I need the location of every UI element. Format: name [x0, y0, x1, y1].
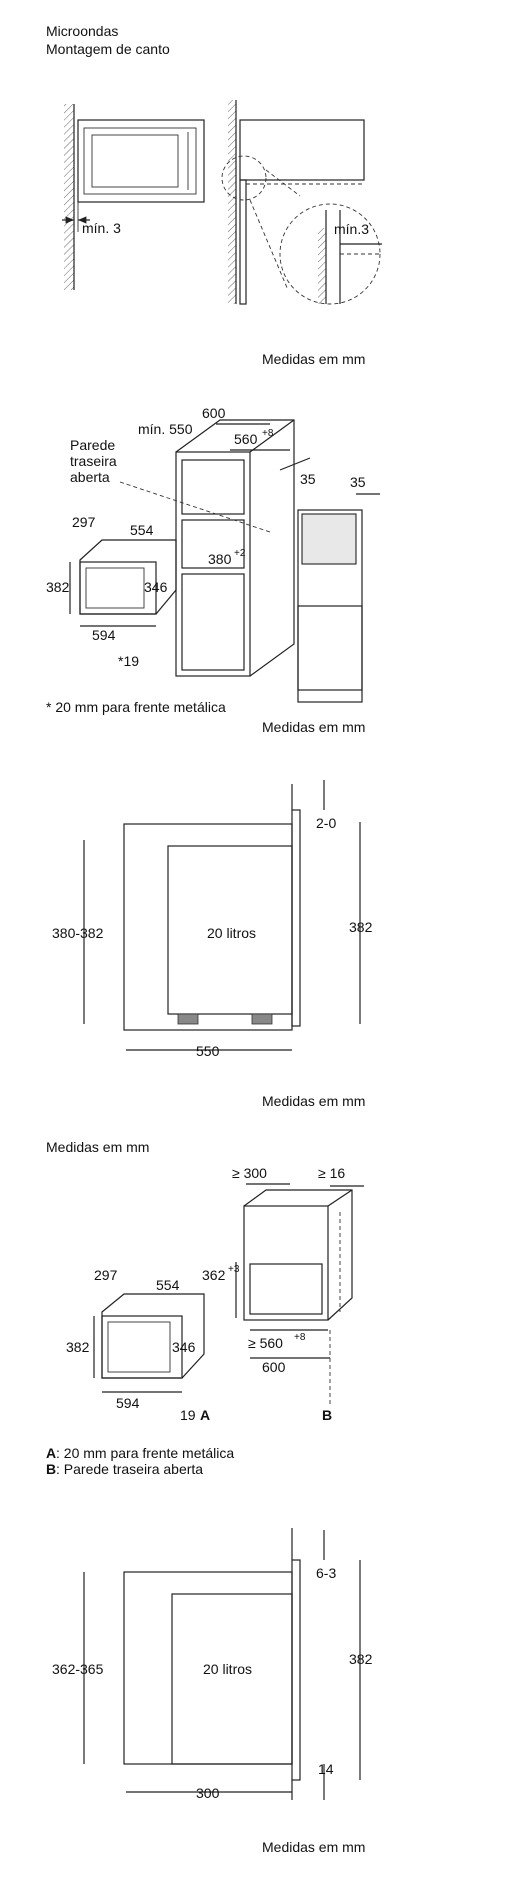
dim-297: 297 — [94, 1267, 118, 1283]
dim-300: 300 — [196, 1785, 220, 1801]
dim-554: 554 — [130, 522, 154, 538]
dim-594: 594 — [92, 627, 116, 643]
dim-560: 560 — [234, 431, 258, 447]
note-b: : Parede traseira aberta — [56, 1461, 204, 1477]
dim-300: ≥ 300 — [232, 1165, 267, 1181]
section2-tall-cabinet — [46, 405, 380, 735]
microwave-3d-window — [86, 568, 144, 608]
units-label: Medidas em mm — [262, 351, 366, 367]
dim-594: 594 — [116, 1395, 140, 1411]
volume-label: 20 litros — [203, 1661, 253, 1677]
dim-min550: mín. 550 — [138, 421, 193, 437]
microwave-window — [92, 135, 178, 187]
dim-362: 362 — [202, 1267, 226, 1283]
foot-right — [252, 1014, 272, 1024]
detail-link-1 — [266, 170, 300, 196]
label-b: B — [322, 1407, 333, 1423]
wall-cabinet-edge — [328, 1190, 352, 1206]
wall-label-2: traseira — [70, 453, 117, 469]
dim-362-sup: +3 — [228, 1264, 240, 1275]
footnote: * 20 mm para frente metálica — [46, 699, 226, 715]
dim-6-3: 6-3 — [316, 1565, 337, 1581]
dim-382: 382 — [349, 1651, 373, 1667]
microwave-3d — [80, 540, 176, 614]
note-a-key: A — [46, 1445, 57, 1461]
dim-35b: 35 — [350, 474, 366, 490]
dim-560: ≥ 560 — [248, 1335, 283, 1351]
wall-label-3: aberta — [70, 469, 110, 485]
microwave-3d — [102, 1294, 204, 1378]
units-label: Medidas em mm — [262, 1093, 366, 1109]
dim-297: 297 — [72, 514, 96, 530]
front-panel — [292, 1560, 300, 1780]
dim-550: 550 — [196, 1043, 220, 1059]
dim-346: 346 — [144, 579, 168, 595]
microwave-frame — [84, 128, 196, 194]
min-right-label: mín.3 — [334, 221, 370, 237]
dim-560-sup: +8 — [294, 1332, 306, 1343]
wall-hatch — [64, 104, 74, 290]
dim-380-382: 380-382 — [52, 925, 104, 941]
dim-362-365: 362-365 — [52, 1661, 104, 1677]
wall-label-1: Parede — [70, 437, 116, 453]
section5-section-view — [52, 1528, 373, 1855]
min-left-label: mín. 3 — [82, 220, 121, 236]
foot-left — [178, 1014, 198, 1024]
side-door — [240, 180, 246, 304]
dim-14: 14 — [318, 1761, 334, 1777]
units-top: Medidas em mm — [46, 1139, 150, 1155]
wall-cabinet-front — [244, 1206, 328, 1320]
title-line-1: Microondas — [46, 23, 119, 39]
upper-niche — [182, 460, 244, 514]
wall-cabinet-outline — [244, 1190, 352, 1320]
dim-2-0: 2-0 — [316, 815, 337, 831]
dim-382: 382 — [349, 919, 373, 935]
microwave-3d-window — [108, 1322, 170, 1372]
dim-600: 600 — [262, 1359, 286, 1375]
dim-380: 380 — [208, 551, 232, 567]
front-panel — [292, 810, 300, 1026]
dim-382: 382 — [66, 1339, 90, 1355]
dim-560-sup: +8 — [262, 428, 274, 439]
volume-label: 20 litros — [207, 925, 257, 941]
note-a: : 20 mm para frente metálica — [56, 1445, 235, 1461]
section1-corner-mounting — [46, 23, 382, 367]
side-cabinet — [240, 120, 364, 180]
units-label: Medidas em mm — [262, 719, 366, 735]
side-lower-box — [298, 606, 362, 690]
dim-35a-line — [280, 458, 310, 470]
detail-wall-hatch — [318, 228, 326, 304]
dim-19: 19 — [180, 1407, 196, 1423]
dim-554: 554 — [156, 1277, 180, 1293]
dim-346: 346 — [172, 1339, 196, 1355]
detail-link-2 — [250, 200, 288, 290]
side-upper-box — [302, 514, 356, 564]
dim-16: ≥ 16 — [318, 1165, 346, 1181]
section4-wall-cabinet — [46, 1139, 364, 1477]
lower-niche — [182, 574, 244, 670]
title-line-2: Montagem de canto — [46, 41, 170, 57]
units-label: Medidas em mm — [262, 1839, 366, 1855]
dim-19: *19 — [118, 653, 140, 669]
dim-382: 382 — [46, 579, 70, 595]
microwave-body — [172, 1594, 292, 1764]
section3-section-view — [52, 780, 373, 1109]
dim-380-sup: +2 — [234, 548, 246, 559]
dim-600: 600 — [202, 405, 226, 421]
wall-cabinet-niche — [250, 1264, 322, 1314]
dim-35a: 35 — [300, 471, 316, 487]
microwave-front — [78, 120, 204, 202]
side-wall-hatch — [228, 100, 236, 304]
note-b-key: B — [46, 1461, 57, 1477]
label-a: A — [200, 1407, 211, 1423]
